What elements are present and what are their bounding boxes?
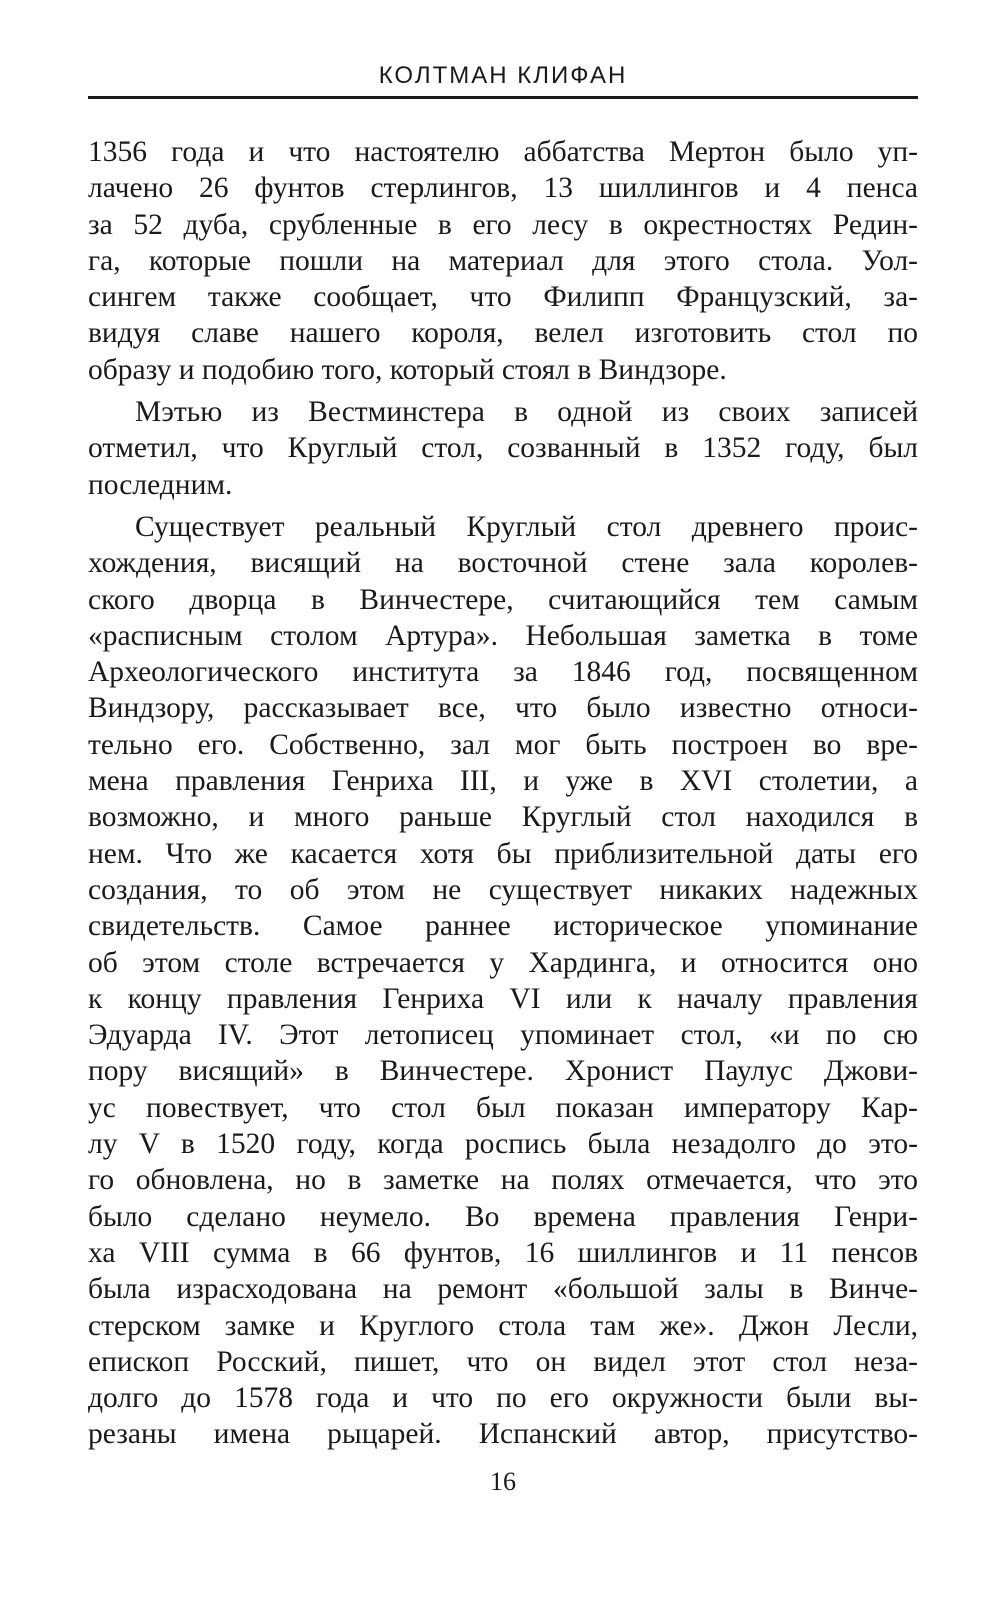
text-line: отметил, что Круглый стол, созванный в 1352 году, был (88, 432, 918, 465)
text-line: 1356 года и что настоятелю аббатства Мертон было уп- (88, 136, 918, 168)
text-line: пору висящий» в Винчестере. Хронист Паулус Джови- (88, 1055, 918, 1088)
text-line: нем. Что же касается хотя бы приблизительной даты его (88, 837, 918, 870)
paragraph-1 (88, 134, 918, 388)
text-line: последним. (88, 468, 233, 501)
paragraph-3 (88, 509, 918, 1453)
text-line: создания, то об этом не существует никаких надежных (88, 873, 918, 906)
text-line: Мэтью из Вестминстера в одной из своих записей (135, 396, 918, 429)
text-line: была израсходована на ремонт «большой залы в Винче- (88, 1273, 918, 1306)
text-line: резаны имена рыцарей. Испанский автор, присутство- (88, 1418, 918, 1451)
text-line: епископ Росский, пишет, что он видел этот стол неза- (88, 1345, 918, 1378)
text-line: лачено 26 фунтов стерлингов, 13 шиллингов и 4 пенса (88, 172, 918, 205)
text-line: га, которые пошли на материал для этого стола. Уол- (88, 244, 918, 277)
text-line: за 52 дуба, срубленные в его лесу в окрестностях Редин- (88, 208, 918, 241)
running-head: КОЛТМАН КЛИФАН (378, 62, 628, 89)
text-line: долго до 1578 года и что по его окружности были вы- (88, 1382, 918, 1415)
text-line: лу V в 1520 году, когда роспись была незадолго до это- (88, 1128, 918, 1161)
header-rule (88, 96, 918, 99)
text-line: Археологического института за 1846 год, посвященном (88, 656, 918, 689)
paragraph-2 (88, 394, 918, 503)
text-line: ского дворца в Винчестере, считающийся тем самым (88, 583, 918, 616)
text-line: ха VIII сумма в 66 фунтов, 16 шиллингов и 11 пенсов (88, 1236, 918, 1269)
text-line: мена правления Генриха III, и уже в XVI столетии, а (88, 765, 918, 798)
text-line: видуя славе нашего короля, велел изготовить стол по (88, 317, 918, 350)
text-line: к концу правления Генриха VI или к началу правления (88, 982, 918, 1015)
text-line: свидетельств. Самое раннее историческое упоминание (88, 910, 918, 943)
text-line: тельно его. Собственно, зал мог быть построен во вре- (88, 728, 918, 761)
text-line: стерском замке и Круглого стола там же». Джон Лесли, (88, 1309, 918, 1342)
text-line: Существует реальный Круглый стол древнего проис- (135, 510, 918, 543)
text-line: Виндзору, рассказывает все, что было известно относи- (88, 692, 918, 725)
text-line: хождения, висящий на восточной стене зала королев- (88, 547, 918, 580)
text-line: было сделано неумело. Во времена правления Генри- (88, 1200, 918, 1233)
text-line: образу и подобию того, который стоял в Виндзоре. (88, 353, 727, 386)
page-number: 16 (490, 1467, 516, 1496)
text-line: возможно, и много раньше Круглый стол находился в (88, 801, 918, 834)
text-line: «расписным столом Артура». Небольшая заметка в томе (88, 619, 918, 652)
text-line: го обновлена, но в заметке на полях отмечается, что это (88, 1164, 918, 1197)
page-body (88, 134, 918, 1453)
text-line: сингем также сообщает, что Филипп Французский, за- (88, 281, 918, 314)
text-line: Эдуарда IV. Этот летописец упоминает стол, «и по сю (88, 1019, 918, 1052)
text-line: об этом столе встречается у Хардинга, и относится оно (88, 946, 918, 979)
text-line: ус повествует, что стол был показан императору Кар- (88, 1091, 918, 1124)
